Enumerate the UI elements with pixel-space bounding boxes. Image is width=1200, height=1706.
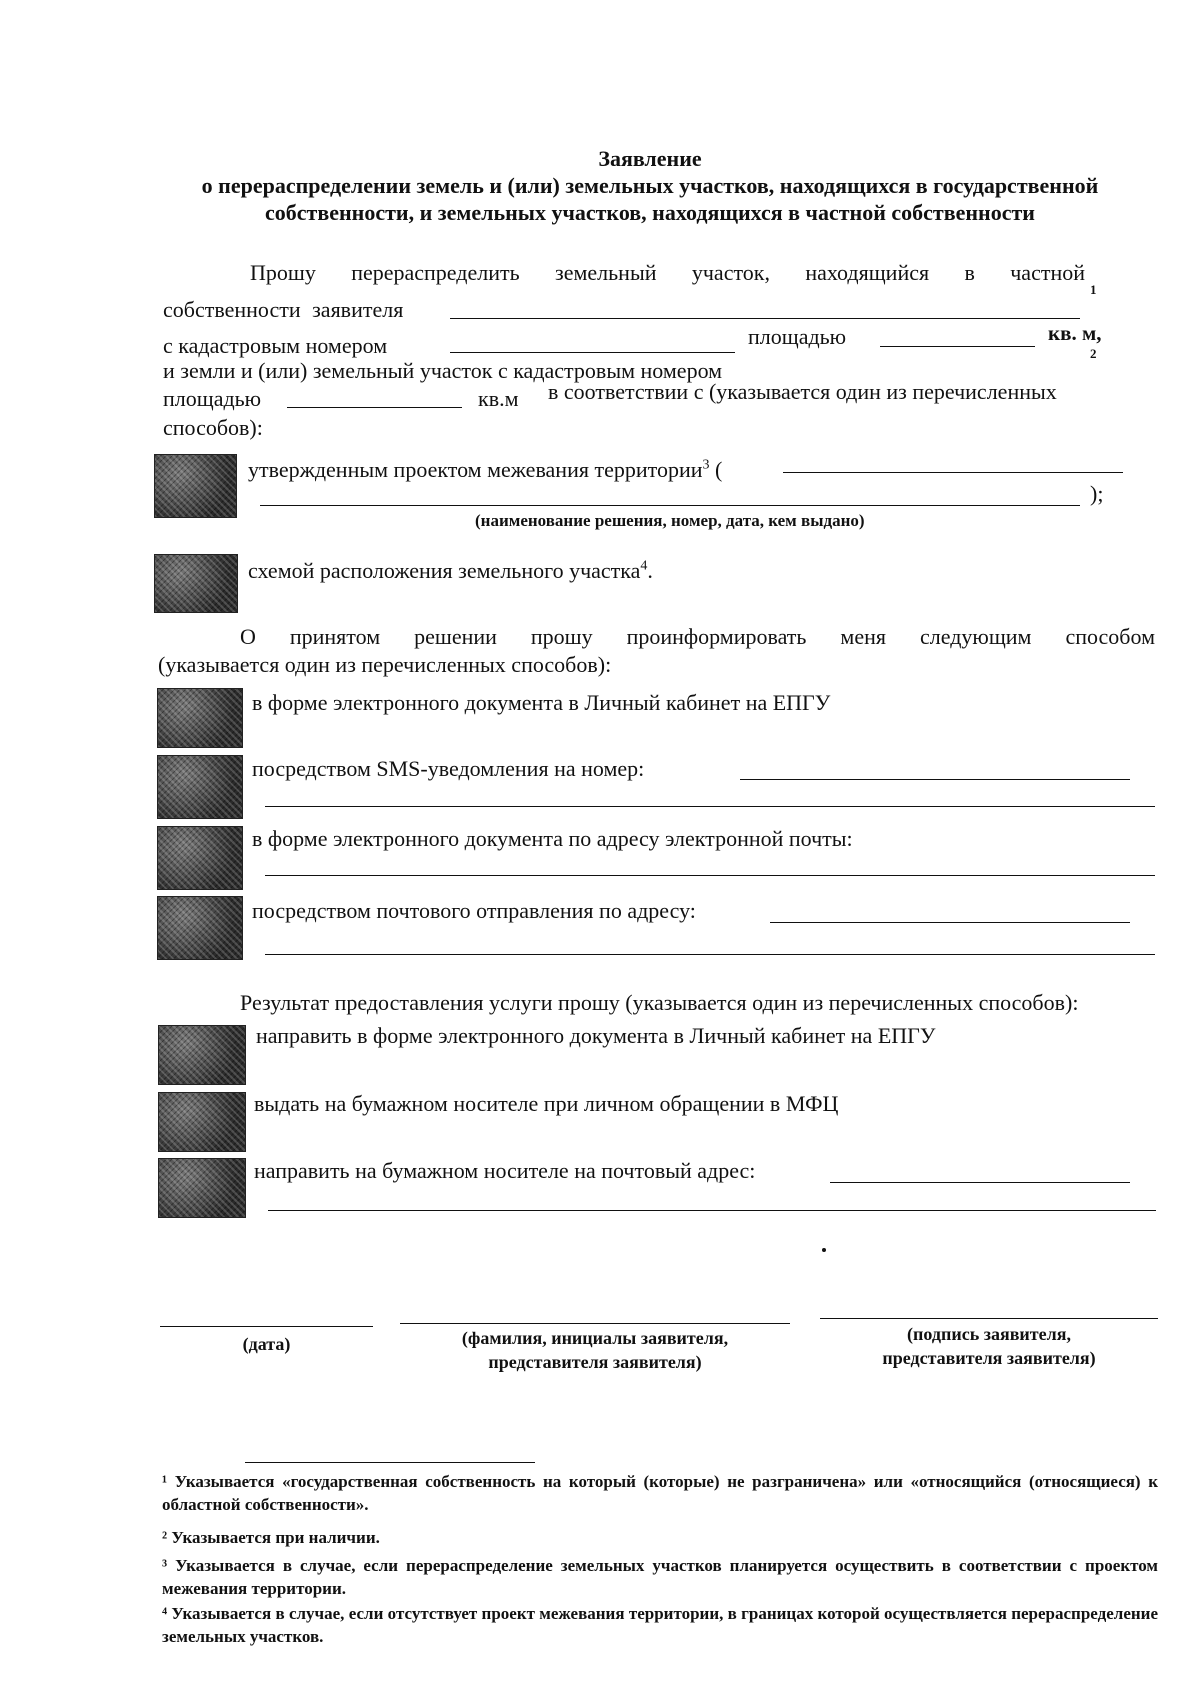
option-survey-project-text: утвержденным проектом межевания территории [248, 457, 703, 482]
signature-field[interactable] [820, 1318, 1158, 1319]
document-title [140, 145, 1160, 226]
result-post-address-field[interactable] [830, 1182, 1130, 1183]
close-paren: ); [1090, 481, 1104, 506]
notify-epgu-label: в форме электронного документа в Личный кабинет на ЕПГУ [252, 690, 831, 715]
option-location-scheme-text: схемой расположения земельного участка [248, 558, 641, 583]
date-caption: (дата) [242, 1334, 291, 1354]
signature-caption [820, 1322, 1158, 1370]
name-caption-line-2: представителя заявителя) [488, 1352, 702, 1372]
area2-field[interactable] [287, 407, 462, 408]
applicant-field[interactable] [450, 318, 1080, 319]
name-caption-line-1: (фамилия, инициалы заявителя, [461, 1328, 729, 1348]
checkbox-result-epgu[interactable] [158, 1025, 246, 1085]
footnote-4-text: Указывается в случае, если отсутствует проект межевания территории, в границах которой осуществляется перераспределение земельных участков. [162, 1604, 1158, 1646]
option-location-scheme-end: . [647, 558, 653, 583]
name-field[interactable] [400, 1323, 790, 1324]
footnote-separator [245, 1462, 535, 1463]
sms-number-field[interactable] [740, 779, 1130, 780]
ways-text: способов): [163, 415, 263, 440]
survey-project-caption: (наименование решения, номер, дата, кем выдано) [475, 511, 865, 530]
checkbox-notify-epgu[interactable] [157, 688, 243, 748]
footnote-ref-2: 2 [1090, 346, 1097, 361]
request-line-4: и земли и (или) земельный участок с кадастровым номером [163, 358, 723, 383]
title-line-3: собственности, и земельных участков, находящихся в частной собственности [265, 200, 1035, 225]
area-unit: кв. м, [1048, 321, 1102, 345]
footnote-3 [162, 1554, 1158, 1600]
post-address-field-2[interactable] [265, 954, 1155, 955]
dot-mark [822, 1248, 826, 1252]
option-location-scheme-label [248, 558, 653, 584]
result-epgu-label: направить в форме электронного документа в Личный кабинет на ЕПГУ [256, 1023, 936, 1048]
footnote-ref-1: 1 [1090, 282, 1097, 297]
footnote-ref-4: 4 [640, 558, 648, 574]
result-post-address-field-2[interactable] [268, 1210, 1156, 1211]
footnote-2 [162, 1526, 1158, 1549]
checkbox-result-mfc[interactable] [158, 1092, 246, 1152]
accordance-text: в соответствии с (указывается один из перечисленных [548, 379, 1057, 404]
footnote-3-text: Указывается в случае, если перераспределение земельных участков планируется осуществить в соответствии с проектом межевания территории. [162, 1556, 1158, 1598]
signature-caption-line-1: (подпись заявителя, [907, 1324, 1071, 1344]
title-line-2: о перераспределении земель и (или) земельных участков, находящихся в государственной [201, 173, 1099, 198]
notify-intro-2: (указывается один из перечисленных способов): [158, 652, 612, 677]
area-label: площадью [748, 324, 847, 349]
title-line-1: Заявление [598, 146, 702, 171]
survey-project-field-1[interactable] [783, 472, 1123, 473]
open-paren: ( [715, 457, 723, 482]
footnote-4 [162, 1602, 1158, 1648]
checkbox-notify-post[interactable] [157, 896, 243, 960]
signature-caption-line-2: представителя заявителя) [882, 1348, 1096, 1368]
footnote-2-text: Указывается при наличии. [171, 1528, 380, 1547]
name-caption [400, 1326, 790, 1374]
footnote-1-number: ¹ [162, 1472, 168, 1491]
area2-label: площадью [163, 386, 262, 411]
area-field[interactable] [880, 346, 1035, 347]
date-field[interactable] [160, 1326, 373, 1327]
post-address-field[interactable] [770, 922, 1130, 923]
footnote-4-number: ⁴ [162, 1604, 168, 1623]
result-intro: Результат предоставления услуги прошу (указывается один из перечисленных способов): [240, 990, 1079, 1015]
checkbox-location-scheme[interactable] [154, 554, 238, 613]
checkbox-notify-sms[interactable] [157, 755, 243, 819]
request-line-1: Прошу перераспределить земельный участок, находящийся в частной [250, 260, 1085, 285]
cadastral-label: с кадастровым номером [163, 333, 388, 358]
notify-intro-1: О принятом решении прошу проинформировать меня следующим способом [240, 624, 1155, 649]
option-survey-project-label [248, 457, 722, 483]
footnote-1 [162, 1470, 1158, 1516]
checkbox-result-post[interactable] [158, 1158, 246, 1218]
checkbox-notify-email[interactable] [157, 826, 243, 890]
sms-number-field-2[interactable] [265, 806, 1155, 807]
footnote-2-number: ² [162, 1528, 168, 1547]
footnote-ref-3: 3 [702, 457, 710, 473]
survey-project-field-2[interactable] [260, 505, 1080, 506]
area2-unit: кв.м [478, 386, 519, 411]
footnote-1-text: Указывается «государственная собственность на который (которые) не разграничена» или «относящийся (относящиеся) к областной собственности». [162, 1472, 1159, 1514]
footnote-3-number: ³ [162, 1556, 168, 1575]
cadastral-number-field[interactable] [450, 352, 735, 353]
email-field[interactable] [265, 875, 1155, 876]
notify-sms-label: посредством SMS-уведомления на номер: [252, 756, 645, 781]
checkbox-survey-project[interactable] [154, 454, 237, 518]
result-mfc-label: выдать на бумажном носителе при личном обращении в МФЦ [254, 1091, 839, 1116]
notify-email-label: в форме электронного документа по адресу электронной почты: [252, 826, 853, 851]
result-post-label: направить на бумажном носителе на почтовый адрес: [254, 1158, 756, 1183]
request-line-2: собственности заявителя [163, 297, 404, 322]
notify-post-label: посредством почтового отправления по адресу: [252, 898, 696, 923]
